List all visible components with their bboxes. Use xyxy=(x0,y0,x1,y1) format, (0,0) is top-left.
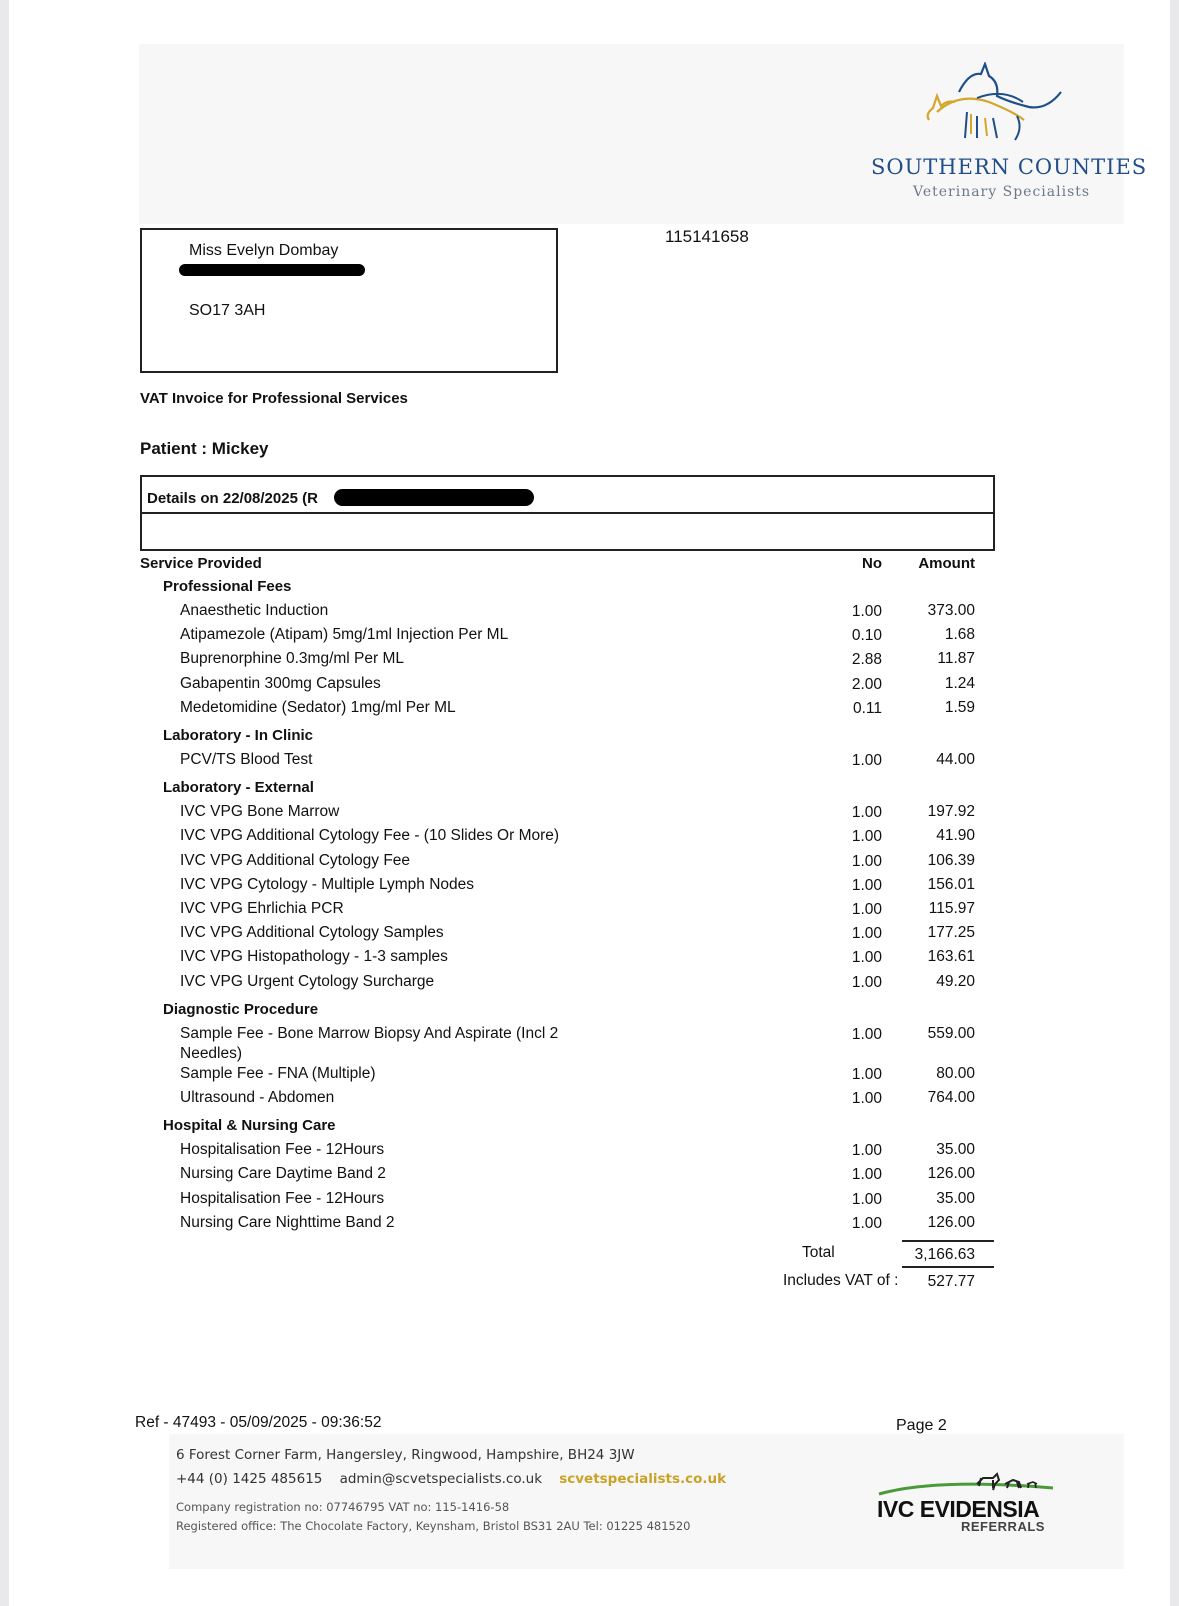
footer-registered-office: Registered office: The Chocolate Factory, Keynsham, Bristol BS31 2AU Tel: 01225 481520 xyxy=(176,1519,691,1533)
line-item-description-continued: Needles) xyxy=(180,1044,243,1062)
ivc-logo-subtitle: REFERRALS xyxy=(961,1519,1045,1534)
line-item-amount: 44.00 xyxy=(936,751,975,768)
line-item-description: IVC VPG Additional Cytology Samples xyxy=(180,924,444,942)
category-heading: Laboratory - External xyxy=(163,779,314,797)
logo-title: SOUTHERN COUNTIES xyxy=(871,155,1148,179)
line-item-quantity: 2.88 xyxy=(851,651,882,669)
reference-line: Ref - 47493 - 05/09/2025 - 09:36:52 xyxy=(135,1414,382,1431)
line-item-description: Nursing Care Daytime Band 2 xyxy=(180,1165,386,1183)
line-item-description: Nursing Care Nighttime Band 2 xyxy=(180,1213,395,1231)
line-item-quantity: 1.00 xyxy=(851,925,882,943)
category-heading: Hospital & Nursing Care xyxy=(163,1117,336,1135)
line-item-quantity: 1.00 xyxy=(851,901,882,918)
category-heading: Diagnostic Procedure xyxy=(163,1000,319,1018)
line-item-amount: 106.39 xyxy=(927,851,975,869)
line-item-quantity: 1.00 xyxy=(851,1190,882,1208)
redaction-bar xyxy=(179,264,365,276)
line-item-amount: 559.00 xyxy=(927,1024,975,1042)
footer-email: admin@scvetspecialists.co.uk xyxy=(339,1471,543,1487)
line-item-amount: 764.00 xyxy=(927,1089,975,1106)
total-label: Total xyxy=(802,1244,835,1261)
header-no: No xyxy=(862,555,882,572)
invoice-number: 115141658 xyxy=(665,227,749,246)
line-item-quantity: 0.11 xyxy=(852,699,882,717)
line-item-amount: 126.00 xyxy=(927,1165,975,1183)
line-item-description: IVC VPG Urgent Cytology Surcharge xyxy=(180,972,435,990)
footer-address: 6 Forest Corner Farm, Hangersley, Ringwood, Hampshire, BH24 3JW xyxy=(176,1447,635,1463)
footer-company-reg: Company registration no: 07746795 VAT no: 115-1416-58 xyxy=(176,1500,510,1514)
line-item-quantity: 1.00 xyxy=(851,1166,882,1184)
line-item-description: Buprenorphine 0.3mg/ml Per ML xyxy=(180,650,405,668)
total-value: 3,166.63 xyxy=(914,1246,975,1263)
footer-contact xyxy=(176,1471,726,1487)
invoice-page xyxy=(9,0,1170,1606)
line-item-description: Medetomidine (Sedator) 1mg/ml Per ML xyxy=(180,698,456,716)
line-item-quantity: 1.00 xyxy=(851,603,882,620)
patient-name: Patient : Mickey xyxy=(140,439,269,458)
logo-subtitle: Veterinary Specialists xyxy=(913,184,1091,200)
line-item-amount: 35.00 xyxy=(936,1189,975,1207)
line-item-description: Anaesthetic Induction xyxy=(180,602,329,619)
line-item-description: Hospitalisation Fee - 12Hours xyxy=(180,1189,385,1207)
footer-phone: +44 (0) 1425 485615 xyxy=(176,1471,323,1487)
line-item-amount: 163.61 xyxy=(927,948,975,966)
total-rule-bottom xyxy=(902,1266,994,1268)
category-heading: Professional Fees xyxy=(163,578,292,595)
line-item-description: IVC VPG Additional Cytology Fee - (10 Slides Or More) xyxy=(180,827,560,845)
line-item-amount: 126.00 xyxy=(927,1213,975,1231)
line-item-description: IVC VPG Bone Marrow xyxy=(180,803,340,821)
line-item-quantity: 1.00 xyxy=(851,1090,882,1107)
line-item-amount: 1.24 xyxy=(944,674,975,692)
details-prefix: Details on 22/08/2025 (R xyxy=(147,490,318,507)
line-item-quantity: 1.00 xyxy=(851,1214,882,1232)
recipient-postcode: SO17 3AH xyxy=(189,302,266,319)
total-rule-top xyxy=(902,1240,994,1242)
header-amount: Amount xyxy=(918,555,975,572)
header-service: Service Provided xyxy=(140,555,262,572)
line-item-description: Gabapentin 300mg Capsules xyxy=(180,674,381,692)
line-item-quantity: 2.00 xyxy=(851,675,882,693)
line-item-amount: 49.20 xyxy=(936,972,975,990)
line-item-quantity: 1.00 xyxy=(851,752,882,769)
line-item-description: Hospitalisation Fee - 12Hours xyxy=(180,1141,385,1159)
line-item-quantity: 1.00 xyxy=(851,949,882,967)
line-item-description: Ultrasound - Abdomen xyxy=(180,1089,335,1106)
redaction-bar xyxy=(334,489,534,506)
southern-counties-logo xyxy=(919,62,1069,152)
line-item-quantity: 1.00 xyxy=(851,852,882,870)
line-item-quantity: 1.00 xyxy=(851,1065,882,1083)
line-item-description: Sample Fee - FNA (Multiple) xyxy=(180,1064,376,1082)
line-item-amount: 156.01 xyxy=(927,875,975,893)
line-item-description: IVC VPG Cytology - Multiple Lymph Nodes xyxy=(180,875,475,893)
line-item-quantity: 1.00 xyxy=(851,1025,882,1043)
line-item-amount: 41.90 xyxy=(936,827,975,845)
details-divider xyxy=(140,512,995,514)
line-item-amount: 1.68 xyxy=(944,626,975,644)
line-item-description: Sample Fee - Bone Marrow Biopsy And Aspirate (Incl 2 xyxy=(180,1024,559,1042)
line-item-description: IVC VPG Histopathology - 1-3 samples xyxy=(180,948,448,966)
line-item-quantity: 1.00 xyxy=(851,1142,882,1160)
line-item-amount: 197.92 xyxy=(927,803,975,821)
line-item-quantity: 1.00 xyxy=(851,828,882,846)
line-item-amount: 177.25 xyxy=(927,924,975,942)
line-item-amount: 35.00 xyxy=(936,1141,975,1159)
line-item-amount: 373.00 xyxy=(927,602,975,619)
line-item-description: PCV/TS Blood Test xyxy=(180,751,313,768)
line-item-quantity: 1.00 xyxy=(851,973,882,991)
footer-website: scvetspecialists.co.uk xyxy=(559,1471,727,1487)
ivc-evidensia-logo-icon xyxy=(877,1470,1057,1498)
line-item-quantity: 0.10 xyxy=(851,627,882,645)
line-item-quantity: 1.00 xyxy=(851,876,882,894)
line-item-amount: 1.59 xyxy=(944,698,975,716)
ivc-logo-title: IVC EVIDENSIA xyxy=(877,1496,1040,1522)
line-item-amount: 115.97 xyxy=(928,900,975,917)
category-heading: Laboratory - In Clinic xyxy=(163,727,314,744)
recipient-name: Miss Evelyn Dombay xyxy=(189,242,339,259)
line-item-description: IVC VPG Additional Cytology Fee xyxy=(180,851,411,869)
document-title: VAT Invoice for Professional Services xyxy=(140,390,408,407)
line-item-amount: 11.87 xyxy=(937,650,975,668)
line-item-quantity: 1.00 xyxy=(851,804,882,822)
line-item-description: IVC VPG Ehrlichia PCR xyxy=(180,900,344,917)
vat-value: 527.77 xyxy=(927,1273,975,1290)
line-item-amount: 80.00 xyxy=(936,1064,975,1082)
vat-label: Includes VAT of : xyxy=(783,1272,899,1289)
line-item-description: Atipamezole (Atipam) 5mg/1ml Injection Per ML xyxy=(180,626,509,644)
page-number: Page 2 xyxy=(896,1417,947,1434)
